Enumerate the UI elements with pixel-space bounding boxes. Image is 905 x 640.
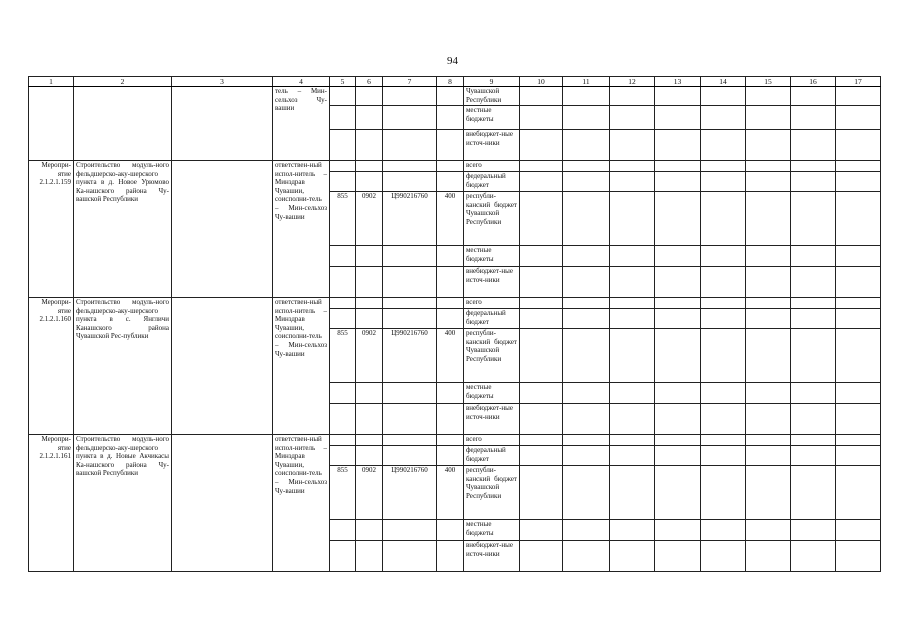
empty-cell <box>520 172 563 192</box>
empty-cell <box>437 298 464 309</box>
rzpr-cell: 0902 <box>356 329 383 383</box>
empty-cell <box>791 466 836 520</box>
empty-cell <box>701 106 746 130</box>
vr-cell: 400 <box>437 329 464 383</box>
empty-cell <box>563 267 610 298</box>
empty-cell <box>520 161 563 172</box>
empty-cell <box>563 298 610 309</box>
grbs-cell: 855 <box>330 466 356 520</box>
budget-source-cell: внебюджет-ные источ-ники <box>464 541 520 572</box>
empty-cell <box>356 267 383 298</box>
empty-cell <box>701 520 746 541</box>
header-row <box>29 77 881 87</box>
empty-cell <box>791 172 836 192</box>
budget-source-cell: всего <box>464 161 520 172</box>
empty-cell <box>655 298 701 309</box>
empty-cell <box>520 309 563 329</box>
vr-cell: 400 <box>437 192 464 246</box>
column-number: 2 <box>74 77 172 87</box>
empty-cell <box>836 466 881 520</box>
empty-cell <box>791 446 836 466</box>
empty-cell <box>746 267 791 298</box>
empty-cell <box>791 246 836 267</box>
empty-cell <box>746 329 791 383</box>
empty-cell <box>330 383 356 404</box>
empty-cell <box>655 541 701 572</box>
csr-cell: Ц990216760 <box>383 466 437 520</box>
empty-cell <box>701 309 746 329</box>
empty-cell <box>610 446 655 466</box>
empty-cell <box>437 87 464 106</box>
budget-source-cell: республи-канский бюджет Чувашской Республики <box>464 192 520 246</box>
empty-cell <box>836 435 881 446</box>
empty-cell <box>520 130 563 161</box>
event-name-cell: Строительство модуль-ного фельдшерско-аку-шерского пункта в д. Новые Акчикасы Ка-нашского района Чу-вашской Республики <box>74 435 172 572</box>
empty-cell <box>836 309 881 329</box>
empty-cell <box>655 309 701 329</box>
empty-cell <box>520 435 563 446</box>
empty-cell <box>701 267 746 298</box>
empty-cell <box>563 329 610 383</box>
empty-cell <box>437 267 464 298</box>
empty-cell <box>836 246 881 267</box>
empty-cell <box>356 541 383 572</box>
budget-source-cell: внебюджет-ные источ-ники <box>464 404 520 435</box>
column-number: 13 <box>655 77 701 87</box>
empty-cell <box>746 130 791 161</box>
empty-cell <box>610 87 655 106</box>
empty-cell <box>655 246 701 267</box>
event-code-cell: Меропри-ятие 2.1.2.1.160 <box>29 298 74 435</box>
empty-cell <box>437 309 464 329</box>
empty-cell <box>563 246 610 267</box>
empty-cell <box>383 106 437 130</box>
empty-cell <box>836 446 881 466</box>
event-row <box>29 298 881 309</box>
empty-cell <box>520 87 563 106</box>
empty-cell <box>701 161 746 172</box>
empty-cell <box>791 435 836 446</box>
empty-cell <box>563 383 610 404</box>
empty-cell <box>701 329 746 383</box>
empty-cell <box>701 466 746 520</box>
empty-cell <box>701 404 746 435</box>
column-number: 4 <box>273 77 330 87</box>
budget-source-cell: внебюджет-ные источ-ники <box>464 267 520 298</box>
empty-cell <box>836 192 881 246</box>
empty-cell <box>356 435 383 446</box>
empty-cell <box>383 246 437 267</box>
budget-source-cell: местные бюджеты <box>464 383 520 404</box>
empty-cell <box>330 130 356 161</box>
empty-cell <box>746 520 791 541</box>
empty-cell <box>356 106 383 130</box>
empty-cell <box>437 161 464 172</box>
column-number: 8 <box>437 77 464 87</box>
empty-cell <box>356 172 383 192</box>
budget-source-cell: местные бюджеты <box>464 246 520 267</box>
empty-cell <box>836 404 881 435</box>
column-number: 1 <box>29 77 74 87</box>
budget-source-cell: республи-канский бюджет Чувашской Республики <box>464 466 520 520</box>
empty-cell <box>791 87 836 106</box>
empty-cell <box>610 172 655 192</box>
empty-cell <box>563 446 610 466</box>
empty-cell <box>791 130 836 161</box>
empty-cell <box>701 383 746 404</box>
empty-cell <box>655 404 701 435</box>
empty-cell <box>701 172 746 192</box>
empty-cell <box>610 541 655 572</box>
empty-cell <box>520 192 563 246</box>
empty-cell <box>791 520 836 541</box>
executor-cell: ответствен-ный испол-нитель – Минздрав Чувашии, соисполни-тель – Мин-сельхоз Чу-вашии <box>273 298 330 435</box>
empty-cell <box>610 192 655 246</box>
empty-cell <box>610 309 655 329</box>
event-row <box>29 161 881 172</box>
empty-cell <box>437 520 464 541</box>
empty-cell <box>701 298 746 309</box>
empty-cell <box>383 298 437 309</box>
budget-source-cell: федеральный бюджет <box>464 446 520 466</box>
empty-cell <box>356 520 383 541</box>
empty-cell <box>383 130 437 161</box>
empty-cell <box>383 383 437 404</box>
empty-cell <box>330 267 356 298</box>
budget-source-cell: всего <box>464 435 520 446</box>
empty-cell <box>520 329 563 383</box>
empty-cell <box>655 446 701 466</box>
empty-cell <box>172 161 273 298</box>
empty-cell <box>746 309 791 329</box>
empty-cell <box>791 298 836 309</box>
empty-cell <box>520 383 563 404</box>
empty-cell <box>520 404 563 435</box>
empty-cell <box>746 161 791 172</box>
empty-cell <box>791 192 836 246</box>
empty-cell <box>356 446 383 466</box>
empty-cell <box>701 87 746 106</box>
column-number: 12 <box>610 77 655 87</box>
empty-cell <box>610 298 655 309</box>
empty-cell <box>356 87 383 106</box>
empty-cell <box>746 435 791 446</box>
empty-cell <box>610 106 655 130</box>
empty-cell <box>29 87 74 161</box>
budget-source-cell: внебюджет-ные источ-ники <box>464 130 520 161</box>
empty-cell <box>701 130 746 161</box>
empty-cell <box>356 130 383 161</box>
empty-cell <box>330 246 356 267</box>
budget-table <box>28 76 881 572</box>
vr-cell: 400 <box>437 466 464 520</box>
empty-cell <box>610 404 655 435</box>
budget-source-cell: республи-канский бюджет Чувашской Республики <box>464 329 520 383</box>
empty-cell <box>563 106 610 130</box>
page-number: 94 <box>447 55 458 67</box>
empty-cell <box>791 383 836 404</box>
empty-cell <box>746 298 791 309</box>
empty-cell <box>791 329 836 383</box>
empty-cell <box>791 404 836 435</box>
empty-cell <box>356 404 383 435</box>
empty-cell <box>746 541 791 572</box>
rzpr-cell: 0902 <box>356 192 383 246</box>
budget-source-cell: местные бюджеты <box>464 106 520 130</box>
column-number: 3 <box>172 77 273 87</box>
empty-cell <box>746 446 791 466</box>
empty-cell <box>746 106 791 130</box>
column-number: 10 <box>520 77 563 87</box>
empty-cell <box>655 172 701 192</box>
empty-cell <box>437 246 464 267</box>
column-number: 11 <box>563 77 610 87</box>
column-number: 14 <box>701 77 746 87</box>
empty-cell <box>330 446 356 466</box>
empty-cell <box>836 172 881 192</box>
empty-cell <box>701 192 746 246</box>
empty-cell <box>330 404 356 435</box>
column-number: 16 <box>791 77 836 87</box>
empty-cell <box>330 520 356 541</box>
empty-cell <box>520 541 563 572</box>
empty-cell <box>701 541 746 572</box>
empty-cell <box>746 246 791 267</box>
empty-cell <box>563 404 610 435</box>
empty-cell <box>563 435 610 446</box>
empty-cell <box>356 309 383 329</box>
empty-cell <box>836 520 881 541</box>
empty-cell <box>836 130 881 161</box>
budget-source-cell: федеральный бюджет <box>464 172 520 192</box>
empty-cell <box>356 246 383 267</box>
empty-cell <box>437 435 464 446</box>
empty-cell <box>563 466 610 520</box>
empty-cell <box>520 446 563 466</box>
column-number: 17 <box>836 77 881 87</box>
empty-cell <box>655 87 701 106</box>
empty-cell <box>701 435 746 446</box>
budget-source-cell: местные бюджеты <box>464 520 520 541</box>
empty-cell <box>610 267 655 298</box>
budget-source-cell: Чувашской Республики <box>464 87 520 106</box>
empty-cell <box>610 130 655 161</box>
executor-cell: ответствен-ный испол-нитель – Минздрав Чувашии, соисполни-тель – Мин-сельхоз Чу-вашии <box>273 161 330 298</box>
empty-cell <box>836 87 881 106</box>
empty-cell <box>383 435 437 446</box>
empty-cell <box>655 383 701 404</box>
empty-cell <box>520 246 563 267</box>
empty-cell <box>383 404 437 435</box>
empty-cell <box>437 383 464 404</box>
empty-cell <box>356 298 383 309</box>
empty-cell <box>383 87 437 106</box>
empty-cell <box>563 161 610 172</box>
empty-cell <box>701 446 746 466</box>
empty-cell <box>520 106 563 130</box>
event-code-cell: Меропри-ятие 2.1.2.1.159 <box>29 161 74 298</box>
empty-cell <box>383 309 437 329</box>
empty-cell <box>437 172 464 192</box>
empty-cell <box>836 541 881 572</box>
empty-cell <box>383 520 437 541</box>
empty-cell <box>836 267 881 298</box>
empty-cell <box>655 161 701 172</box>
empty-cell <box>655 130 701 161</box>
empty-cell <box>836 298 881 309</box>
empty-cell <box>655 192 701 246</box>
empty-cell <box>520 520 563 541</box>
empty-cell <box>330 435 356 446</box>
csr-cell: Ц990216760 <box>383 329 437 383</box>
executor-cell: тель – Мин-сельхоз Чу-вашии <box>273 87 330 161</box>
empty-cell <box>330 87 356 106</box>
grbs-cell: 855 <box>330 192 356 246</box>
empty-cell <box>791 309 836 329</box>
column-number: 5 <box>330 77 356 87</box>
empty-cell <box>520 298 563 309</box>
empty-cell <box>563 172 610 192</box>
column-number: 7 <box>383 77 437 87</box>
budget-source-cell: всего <box>464 298 520 309</box>
empty-cell <box>172 435 273 572</box>
empty-cell <box>330 106 356 130</box>
empty-cell <box>356 161 383 172</box>
csr-cell: Ц990216760 <box>383 192 437 246</box>
empty-cell <box>746 87 791 106</box>
empty-cell <box>791 541 836 572</box>
rzpr-cell: 0902 <box>356 466 383 520</box>
empty-cell <box>330 172 356 192</box>
empty-cell <box>746 383 791 404</box>
empty-cell <box>437 106 464 130</box>
empty-cell <box>383 172 437 192</box>
empty-cell <box>330 161 356 172</box>
column-number: 6 <box>356 77 383 87</box>
executor-cell: ответствен-ный испол-нитель – Минздрав Чувашии, соисполни-тель – Мин-сельхоз Чу-вашии <box>273 435 330 572</box>
empty-cell <box>610 520 655 541</box>
empty-cell <box>836 106 881 130</box>
empty-cell <box>610 329 655 383</box>
empty-cell <box>563 520 610 541</box>
empty-cell <box>610 246 655 267</box>
carry-row <box>29 87 881 106</box>
empty-cell <box>610 161 655 172</box>
empty-cell <box>520 466 563 520</box>
empty-cell <box>437 541 464 572</box>
empty-cell <box>791 267 836 298</box>
empty-cell <box>74 87 172 161</box>
empty-cell <box>655 329 701 383</box>
budget-source-cell: федеральный бюджет <box>464 309 520 329</box>
empty-cell <box>701 246 746 267</box>
empty-cell <box>610 466 655 520</box>
empty-cell <box>330 541 356 572</box>
empty-cell <box>791 106 836 130</box>
empty-cell <box>791 161 836 172</box>
empty-cell <box>383 267 437 298</box>
event-name-cell: Строительство модуль-ного фельдшерско-аку-шерского пункта в с. Янгличи Канашского района Чувашской Рес-публики <box>74 298 172 435</box>
empty-cell <box>746 172 791 192</box>
empty-cell <box>610 383 655 404</box>
empty-cell <box>172 87 273 161</box>
empty-cell <box>172 298 273 435</box>
empty-cell <box>383 446 437 466</box>
empty-cell <box>330 298 356 309</box>
empty-cell <box>383 541 437 572</box>
event-row <box>29 435 881 446</box>
empty-cell <box>836 329 881 383</box>
empty-cell <box>356 383 383 404</box>
empty-cell <box>746 466 791 520</box>
column-number: 9 <box>464 77 520 87</box>
empty-cell <box>746 192 791 246</box>
empty-cell <box>437 130 464 161</box>
empty-cell <box>383 161 437 172</box>
grbs-cell: 855 <box>330 329 356 383</box>
event-code-cell: Меропри-ятие 2.1.2.1.161 <box>29 435 74 572</box>
empty-cell <box>610 435 655 446</box>
empty-cell <box>655 267 701 298</box>
empty-cell <box>563 87 610 106</box>
empty-cell <box>330 309 356 329</box>
empty-cell <box>520 267 563 298</box>
empty-cell <box>563 309 610 329</box>
event-name-cell: Строительство модуль-ного фельдшерско-аку-шерского пункта в д. Новое Урюмово Ка-нашского района Чу-вашской Республики <box>74 161 172 298</box>
empty-cell <box>655 466 701 520</box>
column-number: 15 <box>746 77 791 87</box>
empty-cell <box>655 520 701 541</box>
empty-cell <box>563 192 610 246</box>
empty-cell <box>836 383 881 404</box>
empty-cell <box>655 106 701 130</box>
empty-cell <box>437 446 464 466</box>
empty-cell <box>836 161 881 172</box>
empty-cell <box>437 404 464 435</box>
empty-cell <box>563 541 610 572</box>
empty-cell <box>563 130 610 161</box>
empty-cell <box>746 404 791 435</box>
empty-cell <box>655 435 701 446</box>
